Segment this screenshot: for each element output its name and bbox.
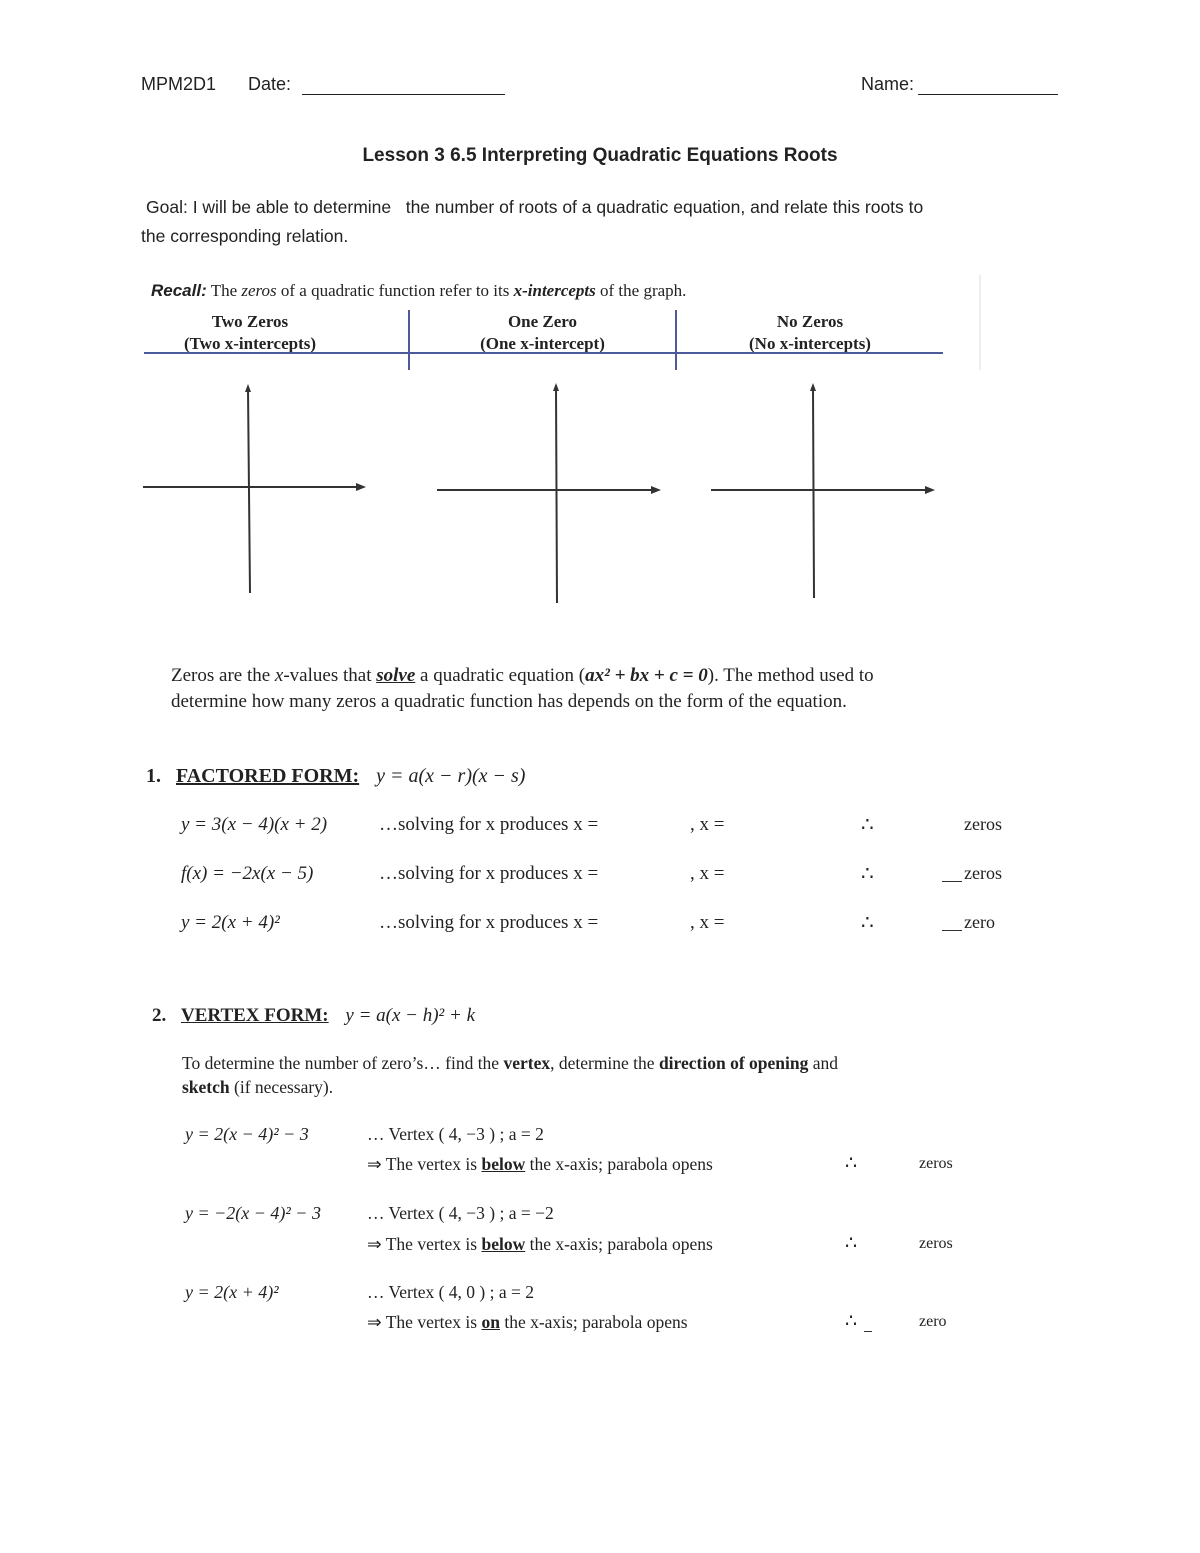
recall-intercepts: x-intercepts (513, 281, 596, 300)
row-second-root: , x = (690, 863, 725, 884)
row-equation: y = 2(x + 4)² (185, 1282, 279, 1302)
intro-text: a quadratic equation ( (415, 665, 586, 686)
goal-line-1: Goal: I will be able to determine the number of roots of a quadratic equation, and relate this roots to (146, 197, 924, 217)
page-title: Lesson 3 6.5 Interpreting Quadratic Equations Roots (362, 145, 838, 166)
row-result: zeros (919, 1155, 953, 1172)
answer-blank[interactable] (942, 915, 962, 931)
row-description (367, 1312, 688, 1333)
row-vertex: … Vertex ( 4, −3 ) ; a = 2 (367, 1124, 544, 1144)
recall-text-3: of the graph. (595, 281, 687, 300)
intro-text: To determine the number of zero’s… find the (182, 1053, 504, 1073)
desc-key: below (481, 1234, 526, 1254)
answer-blank[interactable] (942, 866, 962, 882)
therefore-symbol: ∴ (861, 863, 874, 885)
column-subtitle: (No x-intercepts) (749, 334, 871, 353)
intro-x: x (274, 665, 284, 686)
section-2-formula: y = a(x − h)² + k (345, 1005, 476, 1026)
intro-sketch: sketch (182, 1077, 230, 1097)
row-result: zeros (919, 1235, 953, 1252)
recall-table-lines (144, 275, 980, 370)
desc-key: on (481, 1312, 500, 1332)
intro-direction: direction of opening (658, 1053, 809, 1073)
row-second-root: , x = (690, 912, 725, 933)
therefore-symbol: ∴ (845, 1311, 858, 1332)
row-equation: y = 2(x + 4)² (181, 912, 280, 933)
goal-line-2: the corresponding relation. (141, 226, 349, 246)
desc-text: the x-axis; parabola opens (499, 1312, 688, 1332)
row-result: zero (964, 912, 995, 932)
row-equation: y = 3(x − 4)(x + 2) (181, 814, 328, 835)
therefore-symbol: ∴ (861, 814, 874, 836)
recall-text-1: The (206, 281, 242, 300)
implies-arrow: ⇒ (367, 1234, 382, 1254)
zeros-intro-line-1 (171, 665, 874, 687)
column-title: Two Zeros (211, 312, 289, 331)
intro-text: Zeros are the (171, 665, 275, 686)
zeros-intro-line-2: determine how many zeros a quadratic function has depends on the form of the equation. (171, 691, 847, 712)
section-2-number: 2. (152, 1005, 167, 1026)
desc-text: the x-axis; parabola opens (525, 1154, 713, 1174)
intro-text: , determine the (550, 1053, 659, 1073)
desc-text: The vertex is (385, 1312, 482, 1332)
recall-zeros: zeros (241, 281, 277, 300)
section-1-number: 1. (146, 765, 161, 787)
row-solving-text: …solving for x produces x = (379, 863, 599, 884)
answer-blank[interactable] (864, 1318, 872, 1332)
intro-equation: ax² + bx + c = 0 (585, 665, 708, 686)
row-result: zeros (964, 863, 1002, 883)
row-equation: y = 2(x − 4)² − 3 (185, 1124, 309, 1144)
row-equation: f(x) = −2x(x − 5) (181, 863, 314, 884)
implies-arrow: ⇒ (367, 1312, 382, 1332)
row-vertex: … Vertex ( 4, 0 ) ; a = 2 (367, 1282, 535, 1302)
row-description (367, 1234, 713, 1255)
column-subtitle: (One x-intercept) (480, 334, 605, 353)
axes-two-zeros (143, 384, 366, 593)
section-1-heading (146, 765, 525, 788)
therefore-symbol: ∴ (845, 1233, 858, 1254)
date-label: Date: (248, 74, 292, 94)
therefore-symbol: ∴ (861, 912, 874, 934)
course-code: MPM2D1 (141, 74, 217, 94)
intro-text: ). The method used to (707, 665, 874, 686)
intro-vertex: vertex (503, 1053, 551, 1073)
row-vertex: … Vertex ( 4, −3 ) ; a = −2 (367, 1203, 554, 1223)
desc-key: below (481, 1154, 526, 1174)
section-2-intro-line-2 (182, 1077, 333, 1098)
column-subtitle: (Two x-intercepts) (183, 334, 317, 353)
intro-text: and (808, 1053, 839, 1073)
row-solving-text: …solving for x produces x = (379, 814, 599, 835)
column-title: One Zero (507, 312, 578, 331)
row-description (367, 1154, 713, 1175)
row-result: zero (919, 1313, 947, 1330)
section-2-intro-line-1 (182, 1053, 838, 1074)
desc-text: The vertex is (385, 1154, 482, 1174)
recall-label: Recall: (151, 281, 207, 300)
axes-one-zero (437, 383, 661, 603)
intro-text: -values that (283, 665, 377, 686)
row-equation: y = −2(x − 4)² − 3 (185, 1203, 321, 1223)
section-1-label: FACTORED FORM: (176, 765, 360, 787)
desc-text: The vertex is (385, 1234, 482, 1254)
section-2-heading (152, 1005, 475, 1027)
section-1-formula: y = a(x − r)(x − s) (376, 765, 526, 787)
intro-solve: solve (376, 665, 416, 686)
therefore-symbol: ∴ (845, 1153, 858, 1174)
recall-text-2: of a quadratic function refer to its (276, 281, 514, 300)
row-result: zeros (964, 814, 1002, 834)
desc-text: the x-axis; parabola opens (525, 1234, 713, 1254)
row-second-root: , x = (690, 814, 725, 835)
section-2-label: VERTEX FORM: (181, 1005, 329, 1026)
name-label: Name: (861, 74, 915, 94)
column-title: No Zeros (776, 312, 844, 331)
axes-no-zeros (711, 383, 935, 598)
row-solving-text: …solving for x produces x = (379, 912, 599, 933)
intro-text: (if necessary). (229, 1077, 334, 1097)
implies-arrow: ⇒ (367, 1154, 382, 1174)
